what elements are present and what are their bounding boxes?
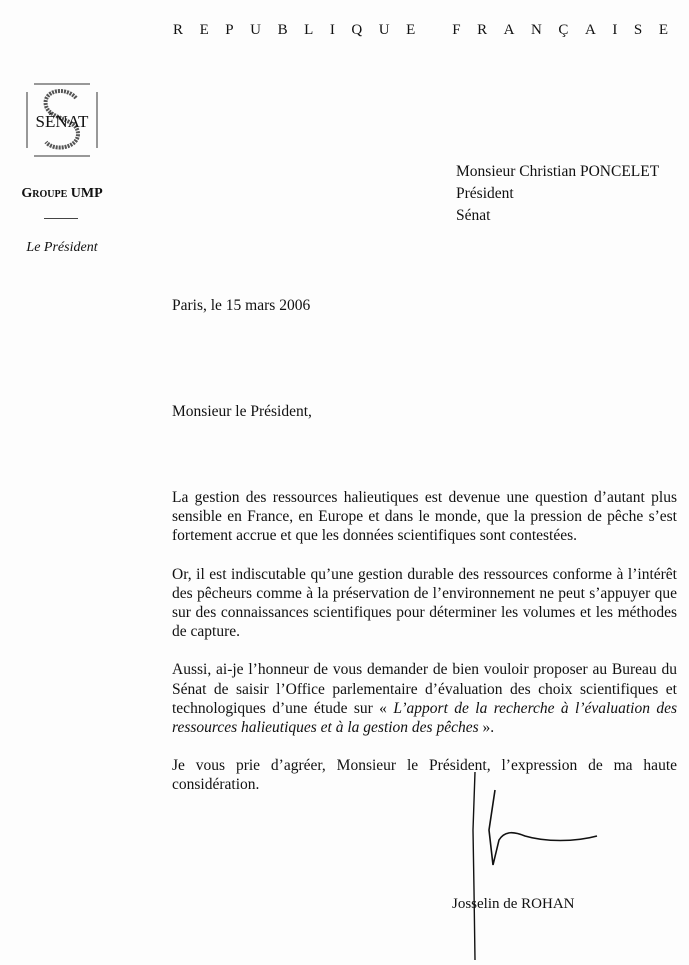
heading-letter: U [250, 22, 262, 38]
heading-letter: L [304, 22, 314, 38]
heading-letter [432, 22, 436, 39]
heading-letter: R [173, 22, 184, 38]
heading-letter: A [503, 22, 515, 38]
heading-letter: B [277, 22, 288, 38]
heading-letter: I [612, 22, 618, 38]
heading-letter: P [225, 22, 234, 38]
heading-letter: F [452, 22, 461, 38]
heading-letter: E [199, 22, 209, 38]
heading-letter: Ç [558, 22, 569, 38]
recipient-institution: Sénat [456, 207, 491, 224]
paragraph-text: Aussi, ai-je l’honneur de vous demander de bien vouloir proposer au Bureau du Sénat de saisir l’Office parlementaire d’évaluation des choix scientifiques et technologiques d’une étude sur « [172, 661, 677, 717]
heading-letter: E [406, 22, 416, 38]
group-name: Groupe UMP [21, 186, 103, 201]
signer-name: Josselin de ROHAN [452, 896, 575, 912]
recipient-address [456, 161, 659, 227]
heading-letter: A [584, 22, 596, 38]
heading-letter: Q [351, 22, 363, 38]
study-title: L’apport de la recherche à l’évaluation des ressources halieutiques et à la gestion des pêches [172, 699, 677, 737]
paragraph [172, 660, 677, 737]
paragraph: La gestion des ressources halieutiques est devenue une question d’autant plus sensible en France, en Europe et dans le monde, que la pression de pêche s’est fortement accrue et que les données scientifiques sont contestées. [172, 489, 677, 545]
recipient-name: Monsieur Christian PONCELET [456, 163, 660, 180]
heading-letter: U [378, 22, 390, 38]
republique-francaise-heading [173, 22, 668, 39]
svg-text:SÉNAT: SÉNAT [35, 112, 89, 131]
handwritten-signature [465, 770, 605, 960]
paragraph-text: ». [478, 719, 495, 737]
letter-body [172, 488, 677, 814]
divider [44, 218, 78, 219]
heading-letter: I [329, 22, 335, 38]
heading-letter: N [531, 22, 542, 38]
heading-letter: R [477, 22, 488, 38]
paragraph: Or, il est indiscutable qu’une gestion durable des ressources conforme à l’intérêt des pêcheurs comme à la préservation de l’environnement ne peut s’appuyer que sur des connaissances scientifiques pour déterminer les volumes et les méthodes de capture. [172, 565, 677, 641]
senat-logo [26, 82, 98, 158]
paragraph: Je vous prie d’agréer, Monsieur le Président, l’expression de ma haute considération. [172, 757, 677, 794]
heading-letter: E [658, 22, 668, 38]
salutation: Monsieur le Président, [172, 403, 312, 420]
letter-date: Paris, le 15 mars 2006 [172, 297, 311, 314]
sender-role: Le Président [26, 240, 98, 255]
heading-letter: S [633, 22, 643, 38]
recipient-title: Président [456, 185, 514, 202]
